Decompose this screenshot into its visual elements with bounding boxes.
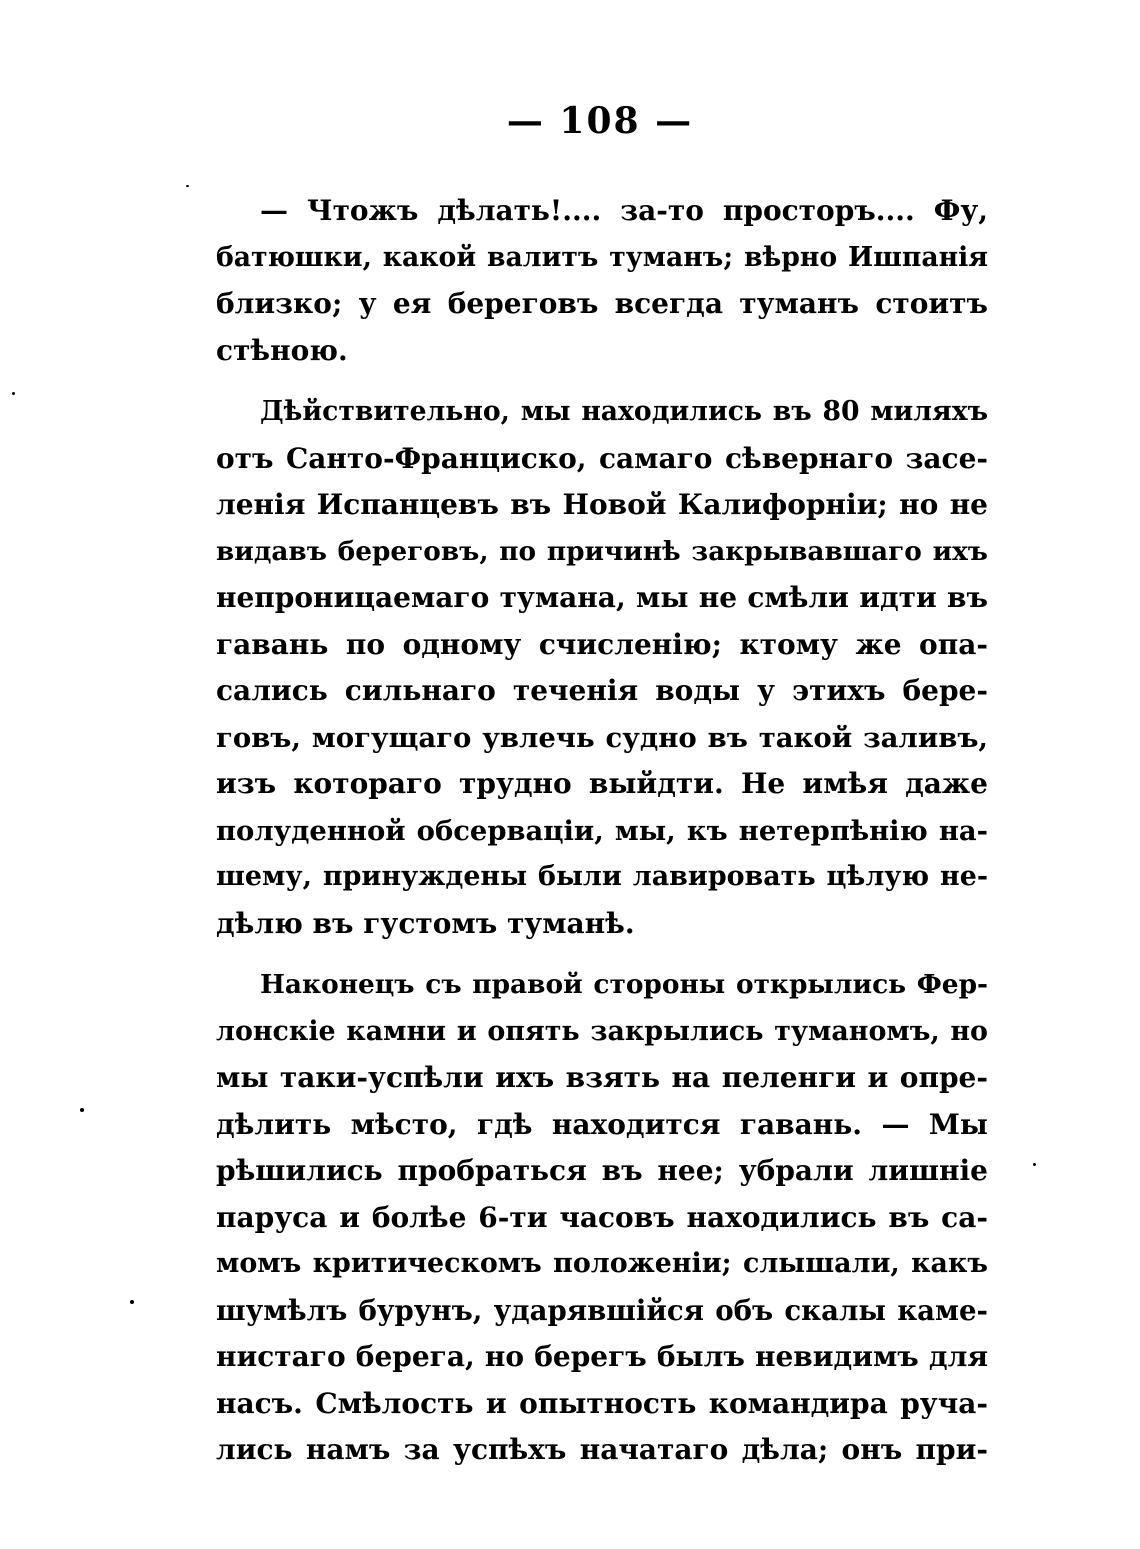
scan-speck: [80, 1108, 84, 1112]
text-line: мы таки-успѣли ихъ взять на пеленги и опре-: [216, 1061, 988, 1094]
text-line: лонскіе камни и опять закрылись туманомъ, но: [216, 1015, 988, 1047]
scan-speck: [12, 392, 15, 395]
paragraph: [216, 188, 988, 374]
text-line: шему, принуждены были лавировать цѣлую не-: [216, 861, 988, 892]
text-line: сались сильнаго теченія воды у этихъ бере-: [216, 674, 988, 707]
page-number: — 108 —: [506, 100, 694, 142]
text-line: гавань по одному счисленію; ктому же опа-: [216, 627, 988, 661]
text-line: шумѣлъ бурунъ, ударявшійся объ скалы каме-: [216, 1293, 988, 1327]
text-line: ленія Испанцевъ въ Новой Калифорніи; но не: [216, 488, 988, 521]
text-line: — Чтожъ дѣлать!.... за-то просторъ.... Фу,: [260, 194, 988, 227]
text-line: говъ, могущаго увлечь судно въ такой заливъ,: [216, 721, 988, 754]
text-line: момъ критическомъ положеніи; слышали, какъ: [216, 1248, 988, 1279]
text-line: видавъ береговъ, по причинѣ закрывавшаго ихъ: [216, 535, 988, 567]
scan-speck: [186, 185, 189, 187]
text-line: лись намъ за успѣхъ начатаго дѣла; онъ при-: [216, 1433, 988, 1466]
text-line: паруса и болѣе 6-ти часовъ находились въ са-: [216, 1200, 988, 1234]
text-line: дѣлить мѣсто, гдѣ находится гавань. — Мы: [216, 1107, 988, 1141]
body-text: [216, 188, 988, 1474]
text-line: дѣлю въ густомъ туманѣ.: [216, 906, 635, 940]
text-line: Наконецъ съ правой стороны открылись Фер-: [260, 969, 988, 1000]
paragraph: [216, 962, 988, 1474]
text-line: насъ. Смѣлость и опытность командира руча-: [216, 1386, 988, 1420]
scan-speck: [130, 1300, 134, 1304]
scan-speck: [1033, 1163, 1036, 1166]
text-line: полуденной обсерваціи, мы, къ нетерпѣнію на-: [216, 814, 988, 847]
text-line: изъ котораго трудно выйдти. Не имѣя даже: [216, 767, 988, 800]
text-line: близко; у ея береговъ всегда туманъ стоитъ: [216, 287, 988, 320]
text-line: Дѣйствительно, мы находились въ 80 миляхъ: [260, 396, 988, 427]
text-line: нистаго берега, но берегъ былъ невидимъ для: [216, 1340, 988, 1373]
text-line: отъ Санто-Франциско, самаго сѣвернаго засе-: [216, 441, 988, 475]
text-line: стѣною.: [216, 333, 348, 367]
text-line: непроницаемаго тумана, мы не смѣли идти въ: [216, 581, 988, 614]
text-line: батюшки, какой валитъ туманъ; вѣрно Ишпанія: [216, 241, 988, 273]
text-line: рѣшились пробраться въ нее; убрали лишніе: [216, 1154, 988, 1187]
paragraph: [216, 389, 988, 947]
